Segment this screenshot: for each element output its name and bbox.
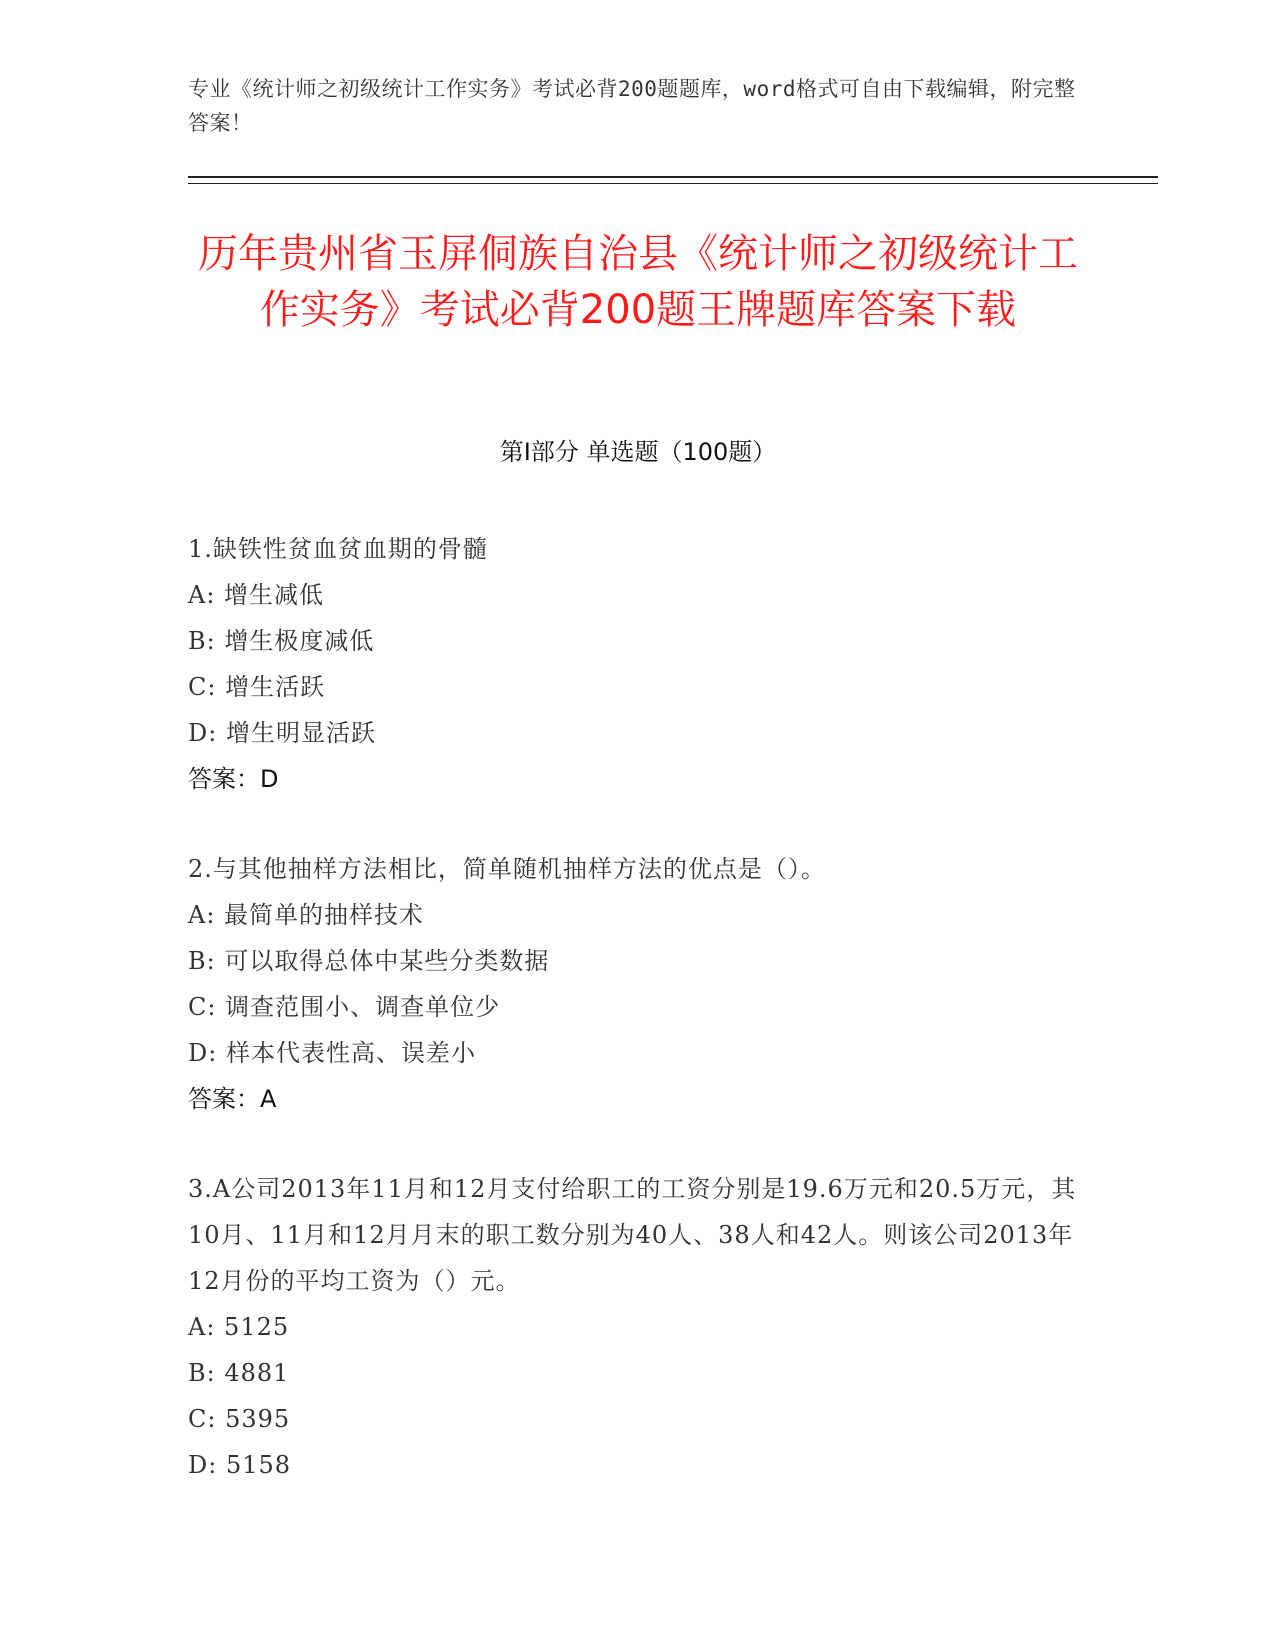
answer: 答案：D (188, 765, 279, 793)
answer: 答案：A (188, 1085, 277, 1113)
question-2 (188, 846, 1088, 1122)
option-c: C: 调查范围小、调查单位少 (188, 993, 501, 1021)
header-divider-thin (188, 183, 1158, 184)
option-a: A: 5125 (188, 1313, 290, 1341)
question-1 (188, 526, 1088, 802)
option-c: C: 增生活跃 (188, 673, 326, 701)
option-a: A: 增生减低 (188, 581, 325, 609)
document-title: 历年贵州省玉屏侗族自治县《统计师之初级统计工作实务》考试必背200题王牌题库答案下载 (198, 231, 1078, 333)
question-3 (188, 1166, 1088, 1488)
header-divider-thick (188, 176, 1158, 178)
question-stem: 2.与其他抽样方法相比，简单随机抽样方法的优点是（）。 (188, 855, 826, 883)
header-note: 专业《统计师之初级统计工作实务》考试必背200题题库，word格式可自由下载编辑，附完整答案！ (188, 77, 1076, 135)
option-d: D: 5158 (188, 1451, 292, 1479)
question-stem: 3.A公司2013年11月和12月支付给职工的工资分别是19.6万元和20.5万元，其10月、11月和12月月末的职工数分别为40人、38人和42人。则该公司2013年12月份的平均工资为（）元。 (188, 1175, 1077, 1295)
option-b: B: 增生极度减低 (188, 627, 375, 655)
section-heading: 第Ⅰ部分 单选题（100题） (499, 438, 777, 466)
question-stem: 1.缺铁性贫血贫血期的骨髓 (188, 535, 488, 563)
option-b: B: 4881 (188, 1359, 290, 1387)
option-d: D: 样本代表性高、误差小 (188, 1039, 476, 1067)
option-d: D: 增生明显活跃 (188, 719, 376, 747)
option-a: A: 最简单的抽样技术 (188, 901, 425, 929)
option-b: B: 可以取得总体中某些分类数据 (188, 947, 550, 975)
option-c: C: 5395 (188, 1405, 291, 1433)
